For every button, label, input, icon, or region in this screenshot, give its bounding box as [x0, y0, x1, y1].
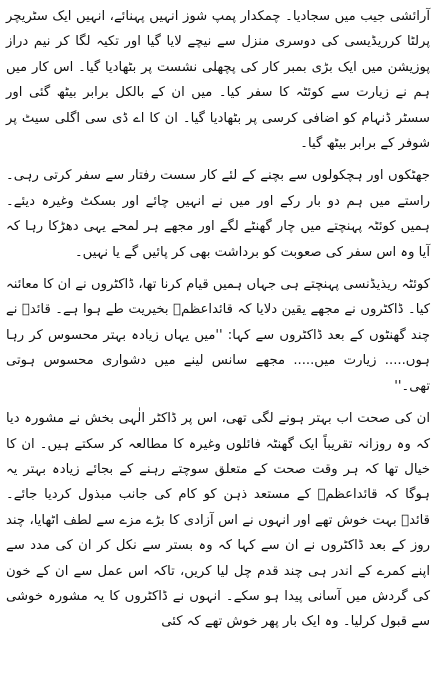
paragraph-1: آرائشی جیب میں سجادیا۔ چمکدار پمپ شوز انہیں پہنائے، انہیں ایک سٹریچر پرلٹا کرریڈیسی کی دوسری منزل سے نیچے لایا گیا اور تکیہ لگا کر نیم دراز پوزیشن میں ایک بڑی بمبر کار کی پچھلی نشست پر بٹھادیا گیا۔ اس کار میں ہم نے زیارت سے کوئٹہ کا سفر کیا۔ میں ان کے بالکل برابر بیٹھ گئی اور سسٹر ڈنہام کو اضافی کرسی پر بٹھادیا گیا۔ ان کا اے ڈی سی اگلی سیٹ پر شوفر کے برابر بیٹھ گیا۔	[6, 9, 430, 152]
paragraph-2: جھٹکوں اور ہچکولوں سے بچنے کے لئے کار سست رفتار سے سفر کرتی رہی۔ راستے میں ہم دو بار رکے اور میں نے انہیں چائے اور بسکٹ وغیرہ دیئے۔ ہمیں کوئٹہ پہنچتے میں چار گھنٹے لگے اور مجھے ہر لمحے یہی دھڑکا رہا کہ آیا وہ اس سفر کی صعوبت کو برداشت بھی کر پائیں گے یا نہیں۔	[6, 168, 430, 260]
paragraph-3: کوئٹہ ریذیڈنسی پہنچتے ہی جہاں ہمیں قیام کرنا تھا، ڈاکٹروں نے ان کا معائنہ کیا۔ ڈاکٹروں نے مجھے یقین دلایا کہ قائداعظمؒ بخیریت طے ہوا ہے۔ قائدؒ نے چند گھنٹوں کے بعد ڈاکٹروں سے کہا: ''میں یہاں زیادہ بہتر محسوس کر رہا ہوں..... زیارت میں..... مجھے سانس لینے میں دشواری محسوس ہوتی تھی۔''	[6, 277, 430, 394]
paragraph-4: ان کی صحت اب بہتر ہونے لگی تھی، اس پر ڈاکٹر الٰہی بخش نے مشورہ دیا کہ وہ روزانہ تقریباً ایک گھنٹہ فائلوں وغیرہ کا مطالعہ کر سکتے ہیں۔ ان کا خیال تھا کہ ہر وقت صحت کے متعلق سوچتے رہنے کے بجائے زیادہ بہتر یہ ہوگا کہ قائداعظمؒ کے مستعد ذہن کو کام کی جانب مبذول کردیا جائے۔ قائدؒ بہت خوش تھے اور انہوں نے اس آزادی کا بڑے مزے سے لطف اٹھایا، چند روز کے بعد ڈاکٹروں نے ان سے کہا کہ وہ بستر سے نکل کر ان کی مدد سے اپنے کمرے کے اندر ہی چند قدم چل لیا کریں، تاکہ اس عمل سے ان کے خون کی گردش میں آسانی پیدا ہو سکے۔ انہوں نے ڈاکٹروں کا یہ مشورہ خوشی سے قبول کرلیا۔ وہ ایک بار پھر خوش تھے کہ کئی	[6, 411, 430, 630]
